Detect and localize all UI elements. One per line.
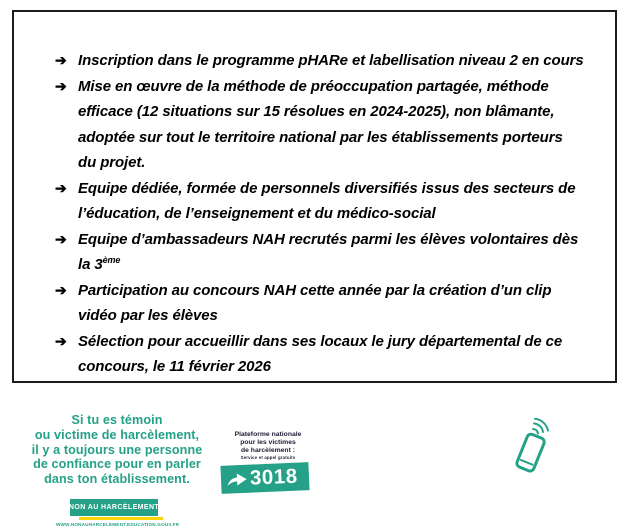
bullet-line: Sélection pour accueillir dans ses locaux le jury départemental de ce: [78, 332, 563, 350]
bullet-item: [55, 227, 607, 278]
footer-message: [26, 413, 208, 487]
bullet-line: la 3ème: [78, 255, 121, 273]
bullet-text: [78, 278, 551, 329]
nah-badge: [70, 499, 158, 516]
bullet-line: l’éducation, de l’enseignement et du médico-social: [78, 205, 436, 222]
footer-message-line: de confiance pour en parler: [33, 457, 201, 472]
bullet-text: [78, 329, 562, 380]
bullet-line: Equipe d’ambassadeurs NAH recrutés parmi les élèves volontaires dès: [78, 230, 579, 248]
bullet-line: Inscription dans le programme pHARe et labellisation niveau 2 en cours: [78, 52, 584, 69]
bullet-text: [78, 74, 563, 176]
nah-url-text: WWW.NONAUHARCELEMENT.EDUCATION.GOUV.FR: [56, 522, 180, 527]
superscript-text: ème: [102, 255, 121, 265]
bullet-text: [78, 176, 575, 227]
footer-message-line: ou victime de harcèlement,: [34, 427, 200, 442]
bullet-line: concours, le 11 février 2026: [78, 358, 271, 375]
bullet-list: [55, 48, 607, 380]
bullet-item: [55, 329, 607, 380]
platform-number: 3018: [249, 464, 299, 490]
bullet-line: efficace (12 situations sur 15 résolues en 2024-2025), non blâmante,: [78, 103, 555, 120]
platform-subtitle: Service et appel gratuits: [240, 455, 296, 461]
platform-number-box: [220, 462, 309, 494]
platform-title-line: Plateforme nationale: [234, 431, 302, 438]
bullet-text: [78, 48, 584, 74]
bullet-line: Mise en œuvre de la méthode de préoccupation partagée, méthode: [78, 77, 549, 95]
bullet-line: vidéo par les élèves: [78, 307, 218, 324]
arrow-bullet-icon: ➔: [55, 52, 67, 68]
bullet-item: [55, 278, 607, 329]
arrow-bullet-icon: ➔: [55, 230, 67, 247]
bullet-text: [78, 227, 578, 278]
bordered-content-box: [12, 10, 617, 383]
swoosh-right-arrow-icon: [226, 472, 249, 488]
bullet-line: adoptée sur tout le territoire national par les établissements porteurs: [78, 128, 563, 146]
arrow-bullet-icon: ➔: [55, 281, 67, 298]
bullet-line: Equipe dédiée, formée de personnels diversifiés issus des secteurs de: [78, 179, 576, 197]
bullet-line: Participation au concours NAH cette année par la création d’un clip: [78, 281, 552, 299]
bullet-item: [55, 74, 607, 176]
arrow-bullet-icon: ➔: [55, 77, 67, 94]
bullet-item: [55, 48, 607, 74]
platform-title: [220, 431, 316, 454]
bullet-line: du projet.: [78, 154, 146, 171]
arrow-bullet-icon: ➔: [55, 332, 67, 349]
footer-message-line: Si tu es témoin: [71, 413, 163, 427]
nah-yellow-underline: [79, 517, 163, 520]
footer-message-line: il y a toujours une personne: [31, 442, 203, 457]
phone-with-signal-waves-icon: [512, 418, 552, 476]
platform-title-line: de harcèlement :: [240, 446, 296, 454]
bullet-item: [55, 176, 607, 227]
platform-3018-badge: [220, 431, 330, 492]
arrow-bullet-icon: ➔: [55, 179, 67, 196]
platform-title-line: pour les victimes: [240, 438, 296, 446]
footer-message-line: dans ton établissement.: [44, 472, 190, 487]
nah-badge-label: NON AU HARCÈLEMENT: [68, 504, 160, 511]
